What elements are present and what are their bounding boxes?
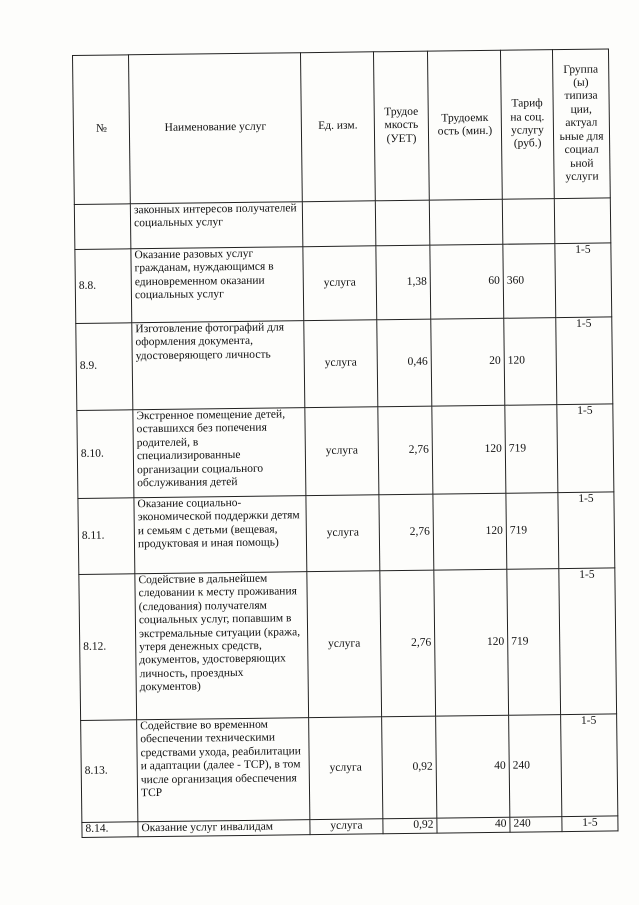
row-minutes: 120 [432, 405, 506, 494]
row-tariff: 719 [507, 569, 561, 716]
row-group: 1-5 [562, 816, 618, 832]
header-group: Группа (ы) типиза ции, актуал ьные для социал ьной услуги [552, 49, 610, 199]
row-name: Содействие в дальнейшем следовании к месту проживания (следования) получателям социальных услуг, попавшим в экстремальные ситуации (кража, утеря денежных средств, документов, удостоверяющих личность, проездных документов) [135, 572, 309, 720]
row-uet: 0,46 [377, 319, 432, 407]
header-num: № [73, 55, 131, 205]
row-unit: услуга [303, 246, 377, 321]
row-name: Оказание услуг инвалидам [138, 820, 310, 837]
row-group: 1-5 [556, 317, 613, 405]
row-tariff: 120 [504, 318, 557, 406]
row-uet: 0,92 [382, 716, 437, 819]
table-row [75, 243, 612, 324]
row-num: 8.11. [78, 498, 135, 575]
row-uet: 0,92 [383, 818, 437, 834]
row-minutes [429, 199, 503, 245]
row-group: 1-5 [561, 714, 618, 817]
tariff-table-wrapper [72, 48, 619, 838]
row-num [74, 204, 131, 250]
row-name: Оказание социально-экономической поддержки детям и семьям с детьми (вещевая, продуктовая и иная помощь) [134, 496, 307, 574]
table-row [76, 317, 613, 411]
row-minutes: 20 [431, 318, 505, 406]
row-name: Изготовление фотографий для оформления документа, удостоверяющего личность [132, 321, 305, 410]
row-name: Оказание разовых услуг гражданам, нуждающимся в единовременном оказании социальных услуг [131, 247, 304, 323]
header-uet: Трудое мкость (УЕТ) [373, 51, 429, 201]
row-tariff [502, 199, 555, 245]
row-name: законных интересов получателей социальных услуг [130, 202, 303, 249]
row-name: Содействие во временном обеспечении техническими средствами ухода, реабилитации и адаптации (далее - ТСР), в том числе организация обеспечения ТСР [137, 718, 310, 822]
row-uet: 1,38 [376, 245, 431, 320]
row-num: 8.12. [79, 574, 137, 721]
tariff-table [72, 48, 619, 838]
table-row [78, 492, 615, 575]
row-unit: услуга [304, 320, 378, 408]
row-minutes: 60 [430, 244, 504, 319]
row-uet: 2,76 [378, 406, 433, 495]
row-group: 1-5 [555, 243, 612, 318]
row-minutes: 120 [433, 493, 507, 570]
row-group: 1-5 [558, 492, 615, 569]
row-group: 1-5 [557, 404, 614, 493]
row-tariff: 240 [510, 817, 562, 833]
row-unit: услуга [305, 407, 379, 496]
header-name: Наименование услуг [129, 53, 303, 204]
row-uet: 2,76 [380, 570, 436, 717]
row-num: 8.13. [81, 720, 138, 823]
row-unit [302, 201, 376, 247]
row-num: 8.8. [75, 249, 132, 324]
table-row [79, 568, 617, 721]
row-tariff: 360 [503, 244, 556, 319]
header-unit: Ед. изм. [300, 52, 375, 202]
row-unit: услуга [309, 717, 383, 820]
row-minutes: 40 [436, 715, 510, 818]
header-tariff: Тариф на соц. услугу (руб.) [500, 50, 554, 200]
table-row [77, 404, 614, 499]
row-tariff: 719 [506, 493, 559, 570]
row-minutes: 40 [437, 817, 510, 833]
row-uet: 2,76 [379, 494, 434, 571]
row-name: Экстренное помещение детей, оставшихся без попечения родителей, в специализированные организации социального обслуживания детей [133, 408, 306, 498]
table-row [81, 714, 618, 823]
table-row [74, 198, 611, 250]
row-unit: услуга [310, 819, 383, 835]
table-header-row [73, 49, 611, 205]
row-num: 8.9. [76, 323, 133, 411]
row-group: 1-5 [559, 568, 617, 715]
header-minutes: Трудоемк ость (мин.) [427, 50, 502, 200]
row-uet [375, 200, 430, 246]
row-unit: услуга [306, 495, 380, 572]
row-group [554, 198, 611, 244]
row-minutes: 120 [434, 569, 509, 716]
row-tariff: 719 [505, 405, 558, 494]
row-num: 8.10. [77, 410, 134, 499]
row-unit: услуга [307, 571, 382, 718]
row-num: 8.14. [82, 822, 138, 838]
row-tariff: 240 [509, 715, 562, 818]
